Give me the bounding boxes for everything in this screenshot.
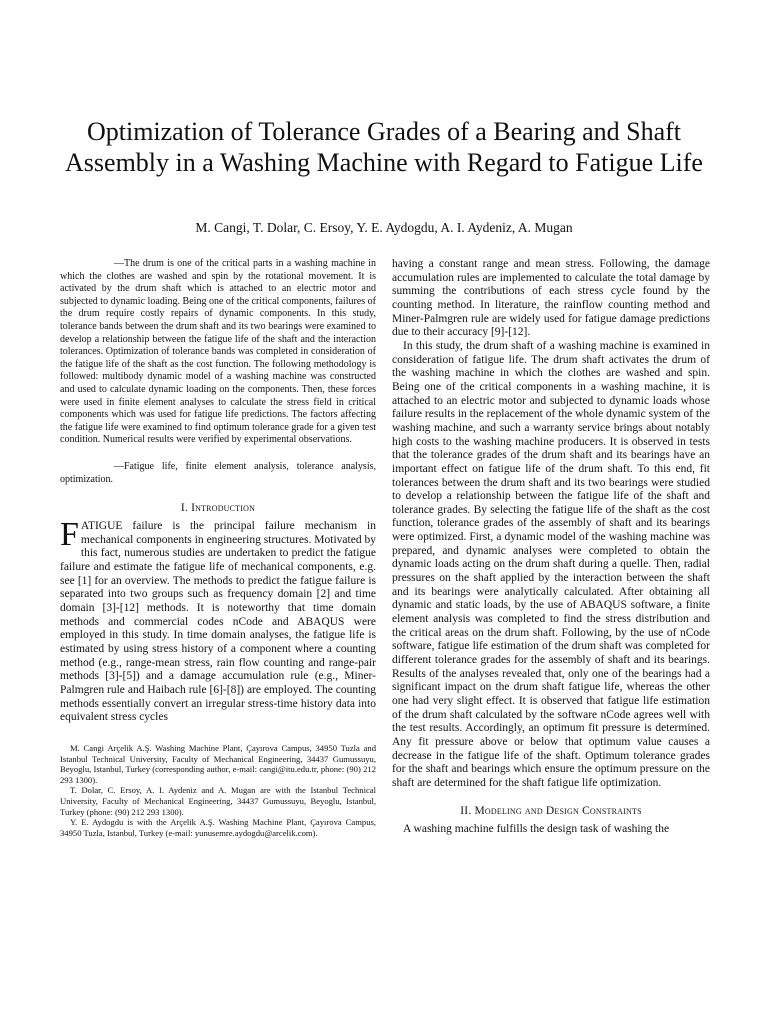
intro-paragraph — [60, 516, 376, 725]
left-column — [60, 258, 376, 838]
author-footnotes — [60, 743, 376, 838]
section-heading-modeling: II. Modeling and Design Constraints — [460, 804, 642, 817]
footnote-dolar: T. Dolar, C. Ersoy, A. I. Aydeniz and A. Mugan are with the Istanbul Technical University, Faculty of Mechanical Engineering, 34437 Gumussuyu, Beyoglu, Istanbul, Turkey (phone: (90) 212 293 1300). — [60, 785, 376, 817]
keywords: —Fatigue life, finite element analysis, tolerance analysis, optimization. — [60, 460, 376, 485]
footnote-cangi: M. Cangi Arçelik A.Ş. Washing Machine Plant, Çayırova Campus, 34950 Tuzla and Istanbul Technical University, Faculty of Mechanical Engineering, 34437 Gumussuyu, Beyoglu, Istanbul, Turkey (corresponding author, e-mail: cangi@itu.edu.tr, phone: (90) 212 293 1300). — [60, 742, 376, 785]
section-heading-introduction: I. Introduction — [180, 502, 256, 515]
footnote-aydogdu: Y. E. Aydogdu is with the Arçelik A.Ş. Washing Machine Plant, Çayırova Campus, 34950 Tuzla, Istanbul, Turkey (e-mail: yunusemre.aydogdu@arcelik.com). — [60, 817, 376, 838]
intro-paragraph-text: ATIGUE failure is the principal failure mechanism in mechanical components in engineering structures. Motivated by this fact, numerous studies are undertaken to predict the fatigue failure and estimate the fatigue life of mechanical components, e.g. see [1] for an overview. The methods to predict the fatigue failure is separated into two groups such as frequency domain [2] and time domain [3]-[12] methods. It is noteworthy that time domain methods and commercial codes nCode and ABAQUS were employed in this study. In time domain analyses, the fatigue life is estimated by using stress history of a component where a counting method (e.g., range-mean stress, rain flow counting and range-pair methods [3]-[5]) and a damage accumulation rule (e.g., Miner-Palmgren rule and Haibach rule [6]-[8]) are employed. The counting methods essentially convert an irregular stress-time history data into equivalent stress cycles — [60, 520, 376, 724]
drop-cap: F — [60, 516, 79, 554]
study-overview-paragraph: In this study, the drum shaft of a washing machine is examined in consideration of fatigue life. The drum shaft activates the drum of the washing machine in which the clothes are washed and spin. Being one of the critical components in a washing machine, it is attached to an electric motor and subjected to dynamic loads whose failure results in the replacement of the whole dynamic system of the washing machine, and such a warranty service brings about notably high costs to the washing machine producers. It is observed in tests that the tolerance grades of the drum shaft and its bearings have an important effect on fatigue life of the drum shaft. To this end, fit tolerances between the drum shaft and its two bearings were studied to develop a relationship between the fatigue life of the shaft and tolerance grades. By selecting the fatigue life of the shaft as the cost function, tolerance grades of the assembly of shaft and its bearings were optimized. First, a dynamic model of the washing machine was prepared, and dynamic analyses were completed to obtain the dynamic loads acting on the drum shaft during a quelle. Then, radial pressures on the shaft applied by the interaction between the shaft and its bearings were analytically calculated. After obtaining all dynamic and static loads, by the use of ABAQUS software, a finite element analysis was completed to find the stress distribution and the critical areas on the drum shaft. Following, by the use of nCode software, fatigue life estimation of the drum shaft was completed for different tolerance grades for the assembly of shaft and its bearings. Results of the analyses revealed that, only one of the bearings had a significant impact on the drum shaft fatigue life, whereas the other one had very slight effect. It is observed that fatigue life estimation of the drum shaft calculated by the software nCode agrees well with the test results. Accordingly, an optimum fit pressure is determined. Any fit pressure above or below that optimum value causes a decrease in the fatigue life of the shaft. Optimum tolerance grades for the shaft and bearings which ensure the optimum pressure on the shaft are determined for the shaft fatigue life optimization. — [392, 339, 710, 789]
right-column — [392, 258, 710, 836]
modeling-paragraph: A washing machine fulfills the design task of washing the — [403, 822, 670, 835]
abstract: —The drum is one of the critical parts in a washing machine in which the clothes are washed and spin by the rotational movement. It is activated by the drum shaft which is attached to an electric motor and subjected to dynamic loading. Being one of the critical components, failures of the drum require costly repairs of dynamic components. In this study, tolerance bands between the drum shaft and its two bearings were examined to develop a relationship between the fatigue life of the shaft and the interaction tolerances. Optimization of tolerance bands was completed in consideration of the fatigue life of the shaft as the cost function. The following methodology is followed: multibody dynamic model of a washing machine was constructed and used to calculate dynamic loading on the components. Then, these forces were used in finite element analyses to calculate the stress field in critical components which was used for fatigue life predictions. The factors affecting the fatigue life were examined to find optimum tolerance grade for a given test condition. Numerical results were verified by experimental observations. — [60, 258, 376, 446]
author-list: M. Cangi, T. Dolar, C. Ersoy, Y. E. Aydogdu, A. I. Aydeniz, A. Mugan — [195, 220, 573, 235]
paper-title: Optimization of Tolerance Grades of a Bearing and Shaft Assembly in a Washing Machine with Regard to Fatigue Life — [65, 117, 703, 177]
intro-continuation-paragraph: having a constant range and mean stress. Following, the damage accumulation rules are implemented to calculate the total damage by summing the contributions of each stress cycle found by the counting method. In literature, the rainflow counting method and Miner-Palmgren rule are widely used for fatigue damage predictions due to their accuracy [9]-[12]. — [392, 258, 710, 339]
